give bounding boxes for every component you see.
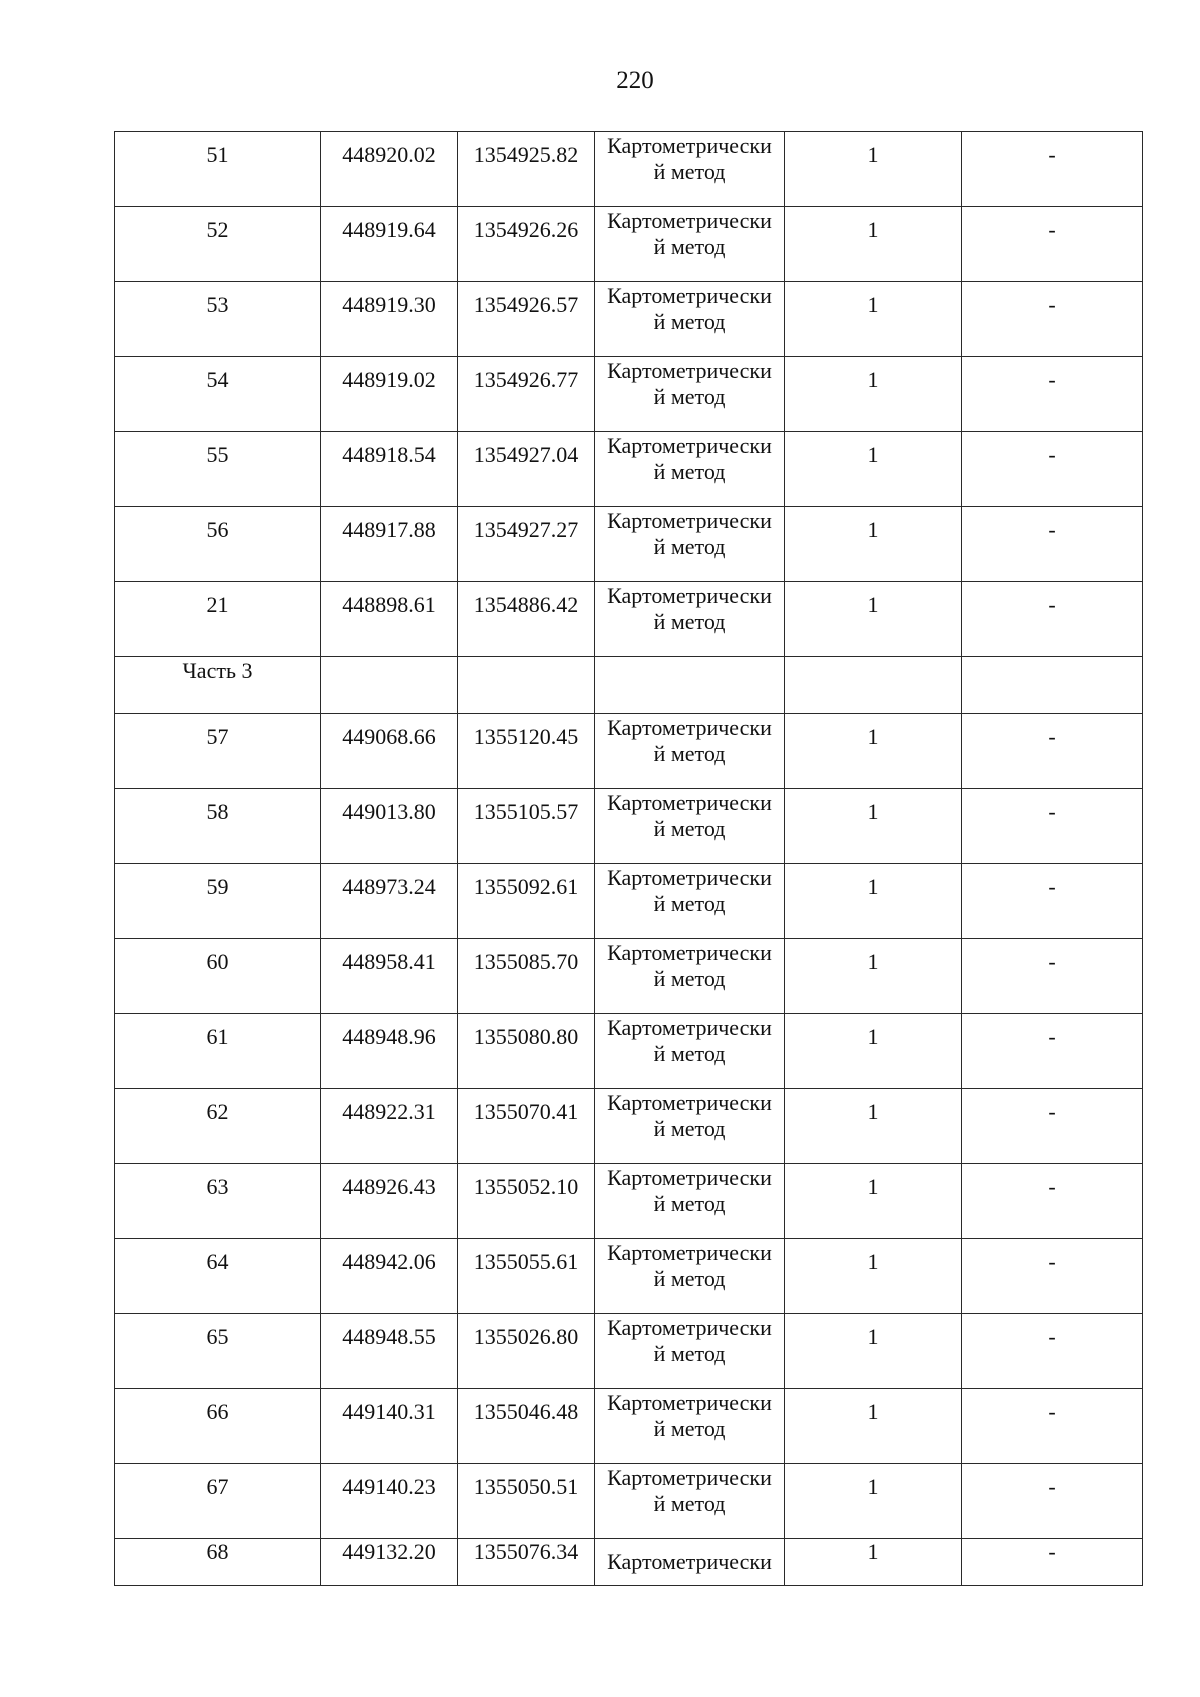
method-line: Картометрически [607,133,772,158]
method-cell [595,714,785,789]
accuracy-cell: 1 [785,357,962,432]
y-coordinate-cell: 1354926.57 [458,282,595,357]
method-line: й метод [653,459,726,484]
y-coordinate-cell: 1354886.42 [458,582,595,657]
point-number-cell: 61 [115,1014,321,1089]
method-line: й метод [653,741,726,766]
y-coordinate-cell: 1355120.45 [458,714,595,789]
point-number-cell: 62 [115,1089,321,1164]
x-coordinate-cell: 448926.43 [321,1164,458,1239]
method-cell [595,207,785,282]
x-coordinate-cell: 448898.61 [321,582,458,657]
method-cell [595,789,785,864]
method-cell [595,1464,785,1539]
note-cell: - [962,1314,1143,1389]
method-line: Картометрически [607,1240,772,1265]
y-coordinate-cell: 1355055.61 [458,1239,595,1314]
method-line: й метод [653,1266,726,1291]
x-coordinate-cell: 448918.54 [321,432,458,507]
y-coordinate-cell: 1355026.80 [458,1314,595,1389]
accuracy-cell: 1 [785,1389,962,1464]
empty-cell [458,657,595,714]
x-coordinate-cell: 448920.02 [321,132,458,207]
y-coordinate-cell: 1355085.70 [458,939,595,1014]
note-cell: - [962,1389,1143,1464]
method-line: й метод [653,891,726,916]
table-row [115,282,1143,357]
method-line: Картометрически [607,508,772,533]
method-line: Картометрически [607,940,772,965]
y-coordinate-cell: 1355076.34 [458,1539,595,1586]
method-line: й метод [653,609,726,634]
accuracy-cell: 1 [785,714,962,789]
point-number-cell: 68 [115,1539,321,1586]
method-cell [595,1089,785,1164]
table-row [115,714,1143,789]
method-line: й метод [653,966,726,991]
method-cell [595,1539,785,1586]
part-label: Часть 3 [115,657,321,714]
point-number-cell: 58 [115,789,321,864]
point-number-cell: 54 [115,357,321,432]
table-row [115,132,1143,207]
method-line: й метод [653,1416,726,1441]
x-coordinate-cell: 448948.55 [321,1314,458,1389]
accuracy-cell: 1 [785,1464,962,1539]
accuracy-cell: 1 [785,864,962,939]
y-coordinate-cell: 1355052.10 [458,1164,595,1239]
y-coordinate-cell: 1355050.51 [458,1464,595,1539]
method-cell [595,132,785,207]
empty-cell [785,657,962,714]
method-cell [595,939,785,1014]
accuracy-cell: 1 [785,207,962,282]
table-row [115,582,1143,657]
y-coordinate-cell: 1354927.27 [458,507,595,582]
x-coordinate-cell: 448948.96 [321,1014,458,1089]
method-cell [595,1314,785,1389]
method-line: Картометрически [607,1390,772,1415]
accuracy-cell: 1 [785,1089,962,1164]
method-line: Картометрически [607,1015,772,1040]
table-row [115,939,1143,1014]
x-coordinate-cell: 449140.23 [321,1464,458,1539]
note-cell: - [962,282,1143,357]
point-number-cell: 52 [115,207,321,282]
y-coordinate-cell: 1355105.57 [458,789,595,864]
x-coordinate-cell: 449132.20 [321,1539,458,1586]
point-number-cell: 66 [115,1389,321,1464]
method-line: Картометрически [607,1165,772,1190]
method-line: Картометрически [607,208,772,233]
accuracy-cell: 1 [785,1539,962,1586]
y-coordinate-cell: 1355046.48 [458,1389,595,1464]
method-line: й метод [653,159,726,184]
x-coordinate-cell: 449013.80 [321,789,458,864]
empty-cell [595,657,785,714]
point-number-cell: 56 [115,507,321,582]
point-number-cell: 65 [115,1314,321,1389]
point-number-cell: 64 [115,1239,321,1314]
note-cell: - [962,714,1143,789]
method-cell [595,1389,785,1464]
method-cell [595,1164,785,1239]
x-coordinate-cell: 448973.24 [321,864,458,939]
note-cell: - [962,939,1143,1014]
note-cell: - [962,1164,1143,1239]
accuracy-cell: 1 [785,582,962,657]
accuracy-cell: 1 [785,1314,962,1389]
x-coordinate-cell: 448919.64 [321,207,458,282]
x-coordinate-cell: 448919.30 [321,282,458,357]
y-coordinate-cell: 1354927.04 [458,432,595,507]
accuracy-cell: 1 [785,939,962,1014]
note-cell: - [962,789,1143,864]
point-number-cell: 53 [115,282,321,357]
table-row [115,1239,1143,1314]
method-line: й метод [653,234,726,259]
x-coordinate-cell: 449068.66 [321,714,458,789]
accuracy-cell: 1 [785,1014,962,1089]
method-cell [595,357,785,432]
x-coordinate-cell: 448919.02 [321,357,458,432]
note-cell: - [962,864,1143,939]
empty-cell [321,657,458,714]
y-coordinate-cell: 1355070.41 [458,1089,595,1164]
accuracy-cell: 1 [785,132,962,207]
note-cell: - [962,507,1143,582]
method-line: Картометрически [607,358,772,383]
note-cell: - [962,1239,1143,1314]
point-number-cell: 57 [115,714,321,789]
accuracy-cell: 1 [785,507,962,582]
y-coordinate-cell: 1354926.77 [458,357,595,432]
note-cell: - [962,1014,1143,1089]
method-cell [595,507,785,582]
method-cell [595,1014,785,1089]
x-coordinate-cell: 448922.31 [321,1089,458,1164]
method-line: Картометрически [607,790,772,815]
method-line: й метод [653,1491,726,1516]
note-cell: - [962,207,1143,282]
table-row [115,1089,1143,1164]
note-cell: - [962,432,1143,507]
table-row [115,432,1143,507]
method-line: й метод [653,1191,726,1216]
method-line: й метод [653,1341,726,1366]
point-number-cell: 63 [115,1164,321,1239]
x-coordinate-cell: 448942.06 [321,1239,458,1314]
method-line: Картометрически [607,865,772,890]
method-cell [595,432,785,507]
note-cell: - [962,357,1143,432]
method-line: Картометрически [607,1465,772,1490]
table-row [115,1014,1143,1089]
table-row [115,507,1143,582]
method-line: й метод [653,1116,726,1141]
method-line: Картометрически [607,583,772,608]
point-number-cell: 67 [115,1464,321,1539]
method-cell [595,582,785,657]
note-cell: - [962,132,1143,207]
method-line: й метод [653,1041,726,1066]
method-line: Картометрически [607,715,772,740]
table-row [115,1389,1143,1464]
method-line: й метод [653,534,726,559]
table-row [115,864,1143,939]
accuracy-cell: 1 [785,789,962,864]
method-line: й метод [653,816,726,841]
table-row [115,1464,1143,1539]
note-cell: - [962,582,1143,657]
x-coordinate-cell: 448958.41 [321,939,458,1014]
table-row [115,1539,1143,1586]
method-line: Картометрически [607,1549,772,1574]
x-coordinate-cell: 449140.31 [321,1389,458,1464]
method-line: Картометрически [607,1090,772,1115]
table-row [115,1164,1143,1239]
accuracy-cell: 1 [785,1239,962,1314]
point-number-cell: 60 [115,939,321,1014]
part-heading-row [115,657,1143,714]
point-number-cell: 51 [115,132,321,207]
y-coordinate-cell: 1355092.61 [458,864,595,939]
method-cell [595,282,785,357]
method-line: Картометрически [607,283,772,308]
accuracy-cell: 1 [785,1164,962,1239]
point-number-cell: 55 [115,432,321,507]
table-row [115,207,1143,282]
method-cell [595,864,785,939]
method-line: Картометрически [607,1315,772,1340]
table-row [115,357,1143,432]
empty-cell [962,657,1143,714]
note-cell: - [962,1539,1143,1586]
method-line: й метод [653,309,726,334]
note-cell: - [962,1464,1143,1539]
y-coordinate-cell: 1354925.82 [458,132,595,207]
page-number: 220 [616,67,654,94]
x-coordinate-cell: 448917.88 [321,507,458,582]
accuracy-cell: 1 [785,432,962,507]
method-line: Картометрически [607,433,772,458]
note-cell: - [962,1089,1143,1164]
method-cell [595,1239,785,1314]
coordinates-table [114,131,1143,1586]
method-line: й метод [653,384,726,409]
y-coordinate-cell: 1354926.26 [458,207,595,282]
accuracy-cell: 1 [785,282,962,357]
y-coordinate-cell: 1355080.80 [458,1014,595,1089]
point-number-cell: 59 [115,864,321,939]
table-row [115,1314,1143,1389]
table-row [115,789,1143,864]
point-number-cell: 21 [115,582,321,657]
